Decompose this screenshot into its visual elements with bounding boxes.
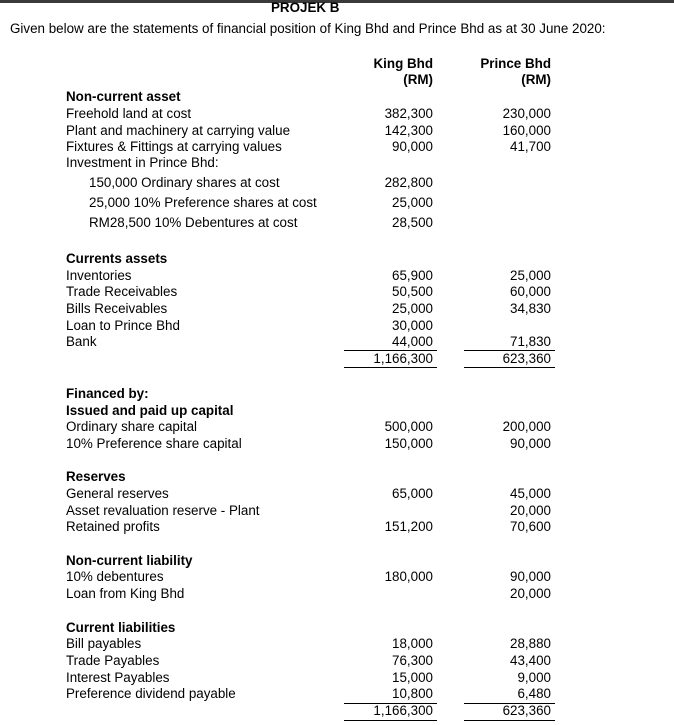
prince-value: 45,000 xyxy=(510,486,551,501)
prince-value: 70,600 xyxy=(510,519,551,534)
king-value: 30,000 xyxy=(392,318,433,333)
king-value: 180,000 xyxy=(384,569,433,584)
king-column-unit: (RM) xyxy=(403,72,433,87)
row-label: Loan from King Bhd xyxy=(66,586,185,601)
king-column-name: King Bhd xyxy=(373,56,433,71)
prince-total: 623,360 xyxy=(502,351,551,366)
prince-value: 20,000 xyxy=(510,503,551,518)
row-label: Asset revaluation reserve - Plant xyxy=(66,503,260,518)
total-rule xyxy=(464,367,555,368)
king-value: 382,300 xyxy=(384,106,433,121)
row-label: 10% Preference share capital xyxy=(66,436,242,451)
row-label: Bill payables xyxy=(66,636,142,651)
total-rule xyxy=(344,367,437,368)
investment-label: RM28,500 10% Debentures at cost xyxy=(89,215,298,230)
prince-value: 60,000 xyxy=(510,284,551,299)
row-label: General reserves xyxy=(66,486,169,501)
prince-column-header xyxy=(460,56,551,88)
king-value: 44,000 xyxy=(392,334,433,349)
prince-value: 71,830 xyxy=(510,334,551,349)
section-heading: Non-current asset xyxy=(66,89,181,104)
king-value: 76,300 xyxy=(392,653,433,668)
prince-value: 28,880 xyxy=(510,636,551,651)
row-label: Trade Receivables xyxy=(66,284,178,299)
total-rule xyxy=(464,720,555,721)
prince-value: 160,000 xyxy=(502,123,551,138)
prince-value: 230,000 xyxy=(502,106,551,121)
prince-value: 34,830 xyxy=(510,301,551,316)
prince-value: 90,000 xyxy=(510,569,551,584)
section-heading: Current liabilities xyxy=(66,620,176,635)
row-label: Preference dividend payable xyxy=(66,686,236,701)
king-value: 50,500 xyxy=(392,284,433,299)
section-heading: Reserves xyxy=(66,469,126,484)
row-label: Bills Receivables xyxy=(66,301,168,316)
row-label: 10% debentures xyxy=(66,569,164,584)
row-label: Freehold land at cost xyxy=(66,106,192,121)
king-value: 25,000 xyxy=(392,301,433,316)
king-value: 10,800 xyxy=(392,686,433,701)
king-value: 65,000 xyxy=(392,486,433,501)
intro-text: Given below are the statements of financial position of King Bhd and Prince Bhd as at 30 June 2020: xyxy=(10,21,606,36)
section-heading: Currents assets xyxy=(66,251,168,266)
investment-label: 150,000 Ordinary shares at cost xyxy=(89,175,280,190)
prince-column-name: Prince Bhd xyxy=(480,56,551,71)
section-subheading: Issued and paid up capital xyxy=(66,403,234,418)
row-label: Interest Payables xyxy=(66,670,170,685)
total-rule xyxy=(344,720,437,721)
prince-value: 25,000 xyxy=(510,268,551,283)
row-label: Trade Payables xyxy=(66,653,160,668)
page-title: PROJEK B xyxy=(271,0,340,15)
king-column-header xyxy=(340,56,433,88)
prince-value: 20,000 xyxy=(510,586,551,601)
row-label: Inventories xyxy=(66,268,132,283)
prince-value: 6,480 xyxy=(517,686,551,701)
king-value: 142,300 xyxy=(384,123,433,138)
king-value: 28,500 xyxy=(392,215,433,230)
king-value: 151,200 xyxy=(384,519,433,534)
king-value: 65,900 xyxy=(392,268,433,283)
row-label: Plant and machinery at carrying value xyxy=(66,123,291,138)
prince-value: 43,400 xyxy=(510,653,551,668)
row-label: Retained profits xyxy=(66,519,160,534)
king-value: 150,000 xyxy=(384,436,433,451)
king-total: 1,166,300 xyxy=(373,703,433,718)
row-label: Investment in Prince Bhd: xyxy=(66,155,219,170)
prince-column-unit: (RM) xyxy=(521,72,551,87)
investment-label: 25,000 10% Preference shares at cost xyxy=(89,195,317,210)
section-heading: Financed by: xyxy=(66,386,149,401)
prince-total: 623,360 xyxy=(502,703,551,718)
king-value: 15,000 xyxy=(392,670,433,685)
row-label: Fixtures & Fittings at carrying values xyxy=(66,139,282,154)
king-value: 90,000 xyxy=(392,139,433,154)
king-total: 1,166,300 xyxy=(373,351,433,366)
king-value: 18,000 xyxy=(392,636,433,651)
prince-value: 90,000 xyxy=(510,436,551,451)
king-value: 25,000 xyxy=(392,195,433,210)
row-label: Bank xyxy=(66,334,97,349)
row-label: Ordinary share capital xyxy=(66,419,197,434)
prince-value: 41,700 xyxy=(510,139,551,154)
king-value: 500,000 xyxy=(384,419,433,434)
prince-value: 9,000 xyxy=(517,670,551,685)
prince-value: 200,000 xyxy=(502,419,551,434)
king-value: 282,800 xyxy=(384,175,433,190)
section-heading: Non-current liability xyxy=(66,553,193,568)
row-label: Loan to Prince Bhd xyxy=(66,318,180,333)
